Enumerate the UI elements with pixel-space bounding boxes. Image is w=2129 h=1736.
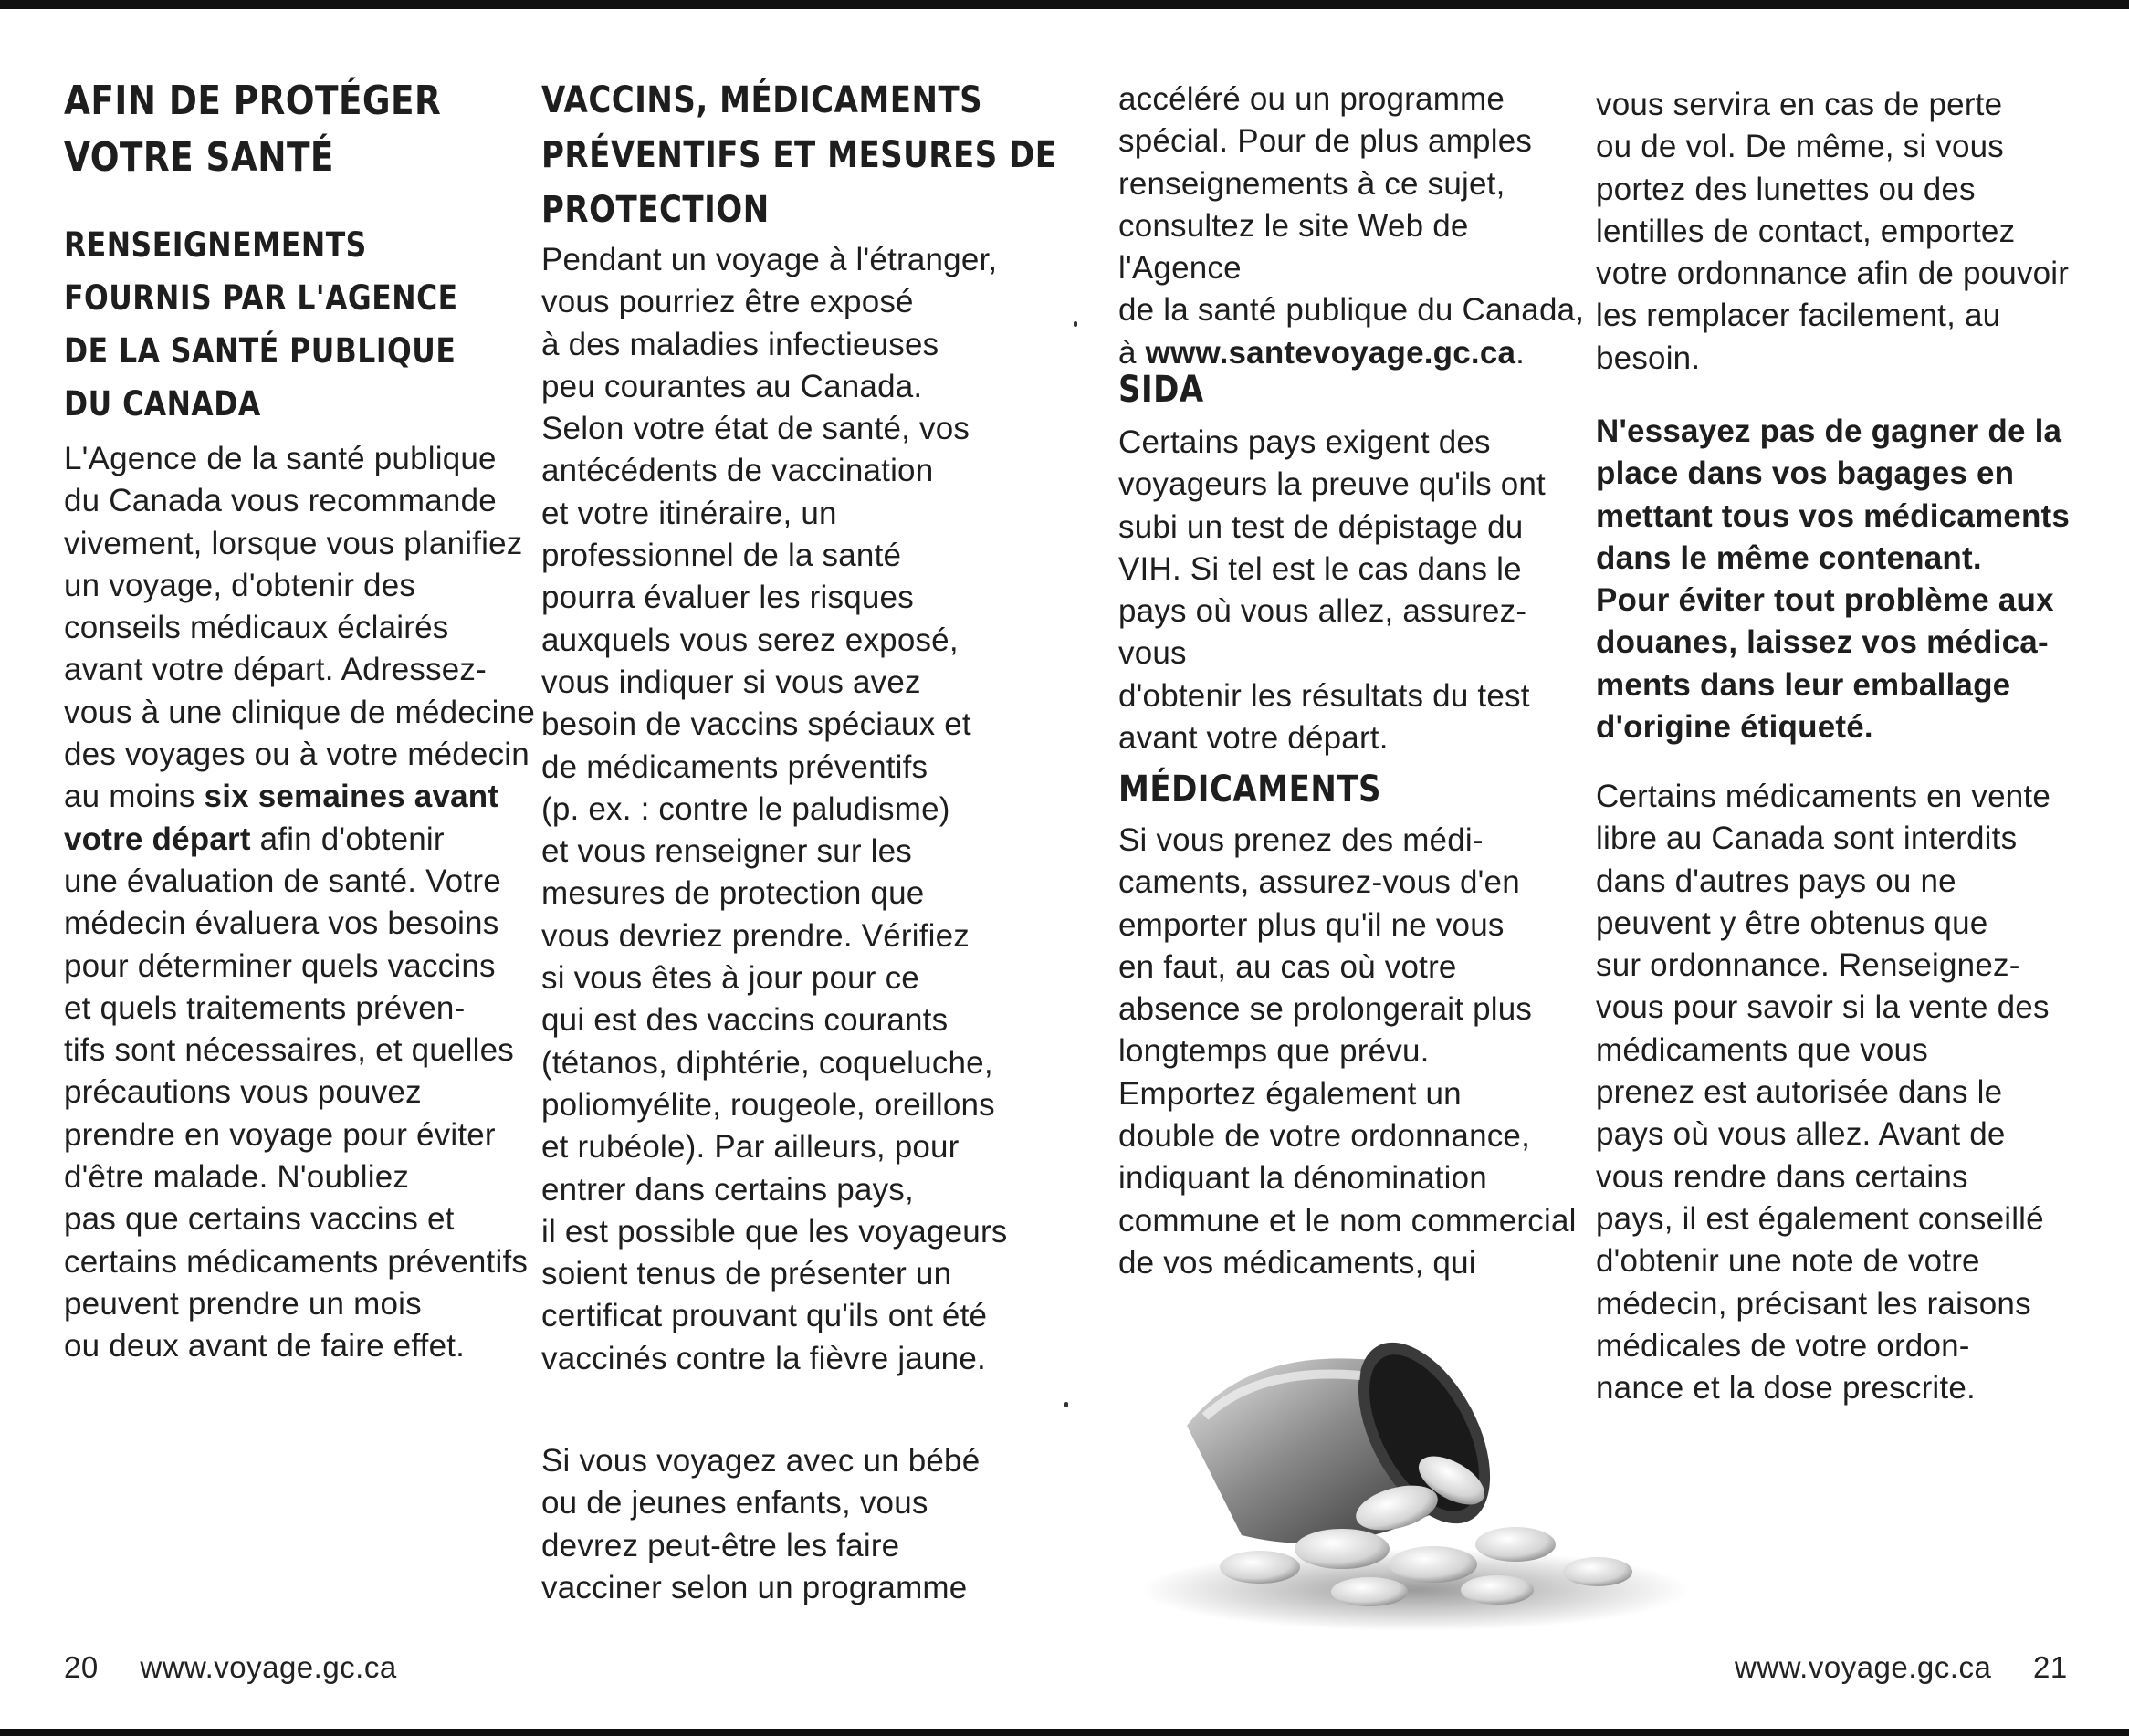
text-line: pas que certains vaccins et — [64, 1201, 455, 1238]
text-line: vaccinés contre la fièvre jaune. — [541, 1340, 986, 1376]
text-line: de médicaments préventifs — [541, 748, 928, 785]
text-line: Si vous prenez des médi- — [1118, 822, 1484, 858]
text-line — [64, 776, 539, 818]
text-line: poliomyélite, rougeole, oreillons — [541, 1086, 995, 1123]
body-paragraph-bebe — [541, 1440, 1034, 1609]
text-line: et quels traitements préven- — [64, 989, 466, 1026]
text-line: Pour éviter tout problème aux — [1596, 582, 2054, 619]
text-line: caments, assurez-vous d'en — [1118, 864, 1520, 901]
text-line: médecin évaluera vos besoins — [64, 905, 499, 942]
text-line: place dans vos bagages en — [1596, 455, 2015, 492]
text-line: un voyage, d'obtenir des — [64, 567, 416, 603]
subtitle-line: DE LA SANTÉ PUBLIQUE — [64, 331, 456, 371]
text-line: d'obtenir une note de votre — [1596, 1243, 1980, 1280]
text-line: renseignements à ce sujet, — [1118, 165, 1505, 202]
body-paragraph-vaccins — [541, 239, 1034, 1380]
text-line: pays où vous allez. Avant de — [1596, 1116, 2006, 1153]
text-line: douanes, laissez vos médica- — [1596, 624, 2049, 661]
text-line: des voyages ou à votre médecin — [64, 737, 530, 773]
text-line: pourra évaluer les risques — [541, 580, 914, 616]
text-line: qui est des vaccins courants — [541, 1002, 949, 1039]
text-line: L'Agence de la santé publique — [64, 441, 497, 476]
text-line: devrez peut-être les faire — [541, 1527, 900, 1563]
text-line: pays, il est également conseillé — [1596, 1200, 2044, 1237]
link-santevoyage[interactable]: www.santevoyage.gc.ca — [1145, 334, 1516, 371]
text-line: avant votre départ. Adressez- — [64, 652, 487, 688]
text-line: avant votre départ. — [1118, 720, 1389, 757]
body-paragraph-vente-libre — [1596, 776, 2089, 1409]
text-line: accéléré ou un programme — [1118, 81, 1505, 117]
page-number: 20 — [64, 1650, 99, 1684]
text-line — [64, 819, 539, 861]
text-line: une évaluation de santé. Votre — [64, 863, 501, 899]
text-line: libre au Canada sont interdits — [1596, 821, 2018, 857]
text-line: consultez le site Web de l'Agence — [1118, 207, 1469, 287]
text-line: il est possible que les voyageurs — [541, 1213, 1008, 1250]
text-line: médecin, précisant les raisons — [1596, 1285, 2031, 1322]
text-line: vous à une clinique de médecine — [64, 694, 535, 730]
text-line: et votre itinéraire, un — [541, 495, 837, 531]
text-line: entrer dans certains pays, — [541, 1171, 914, 1208]
text-line: vous devriez prendre. Vérifiez — [541, 917, 970, 954]
title-line: VOTRE SANTÉ — [64, 134, 334, 181]
text-line: mesures de protection que — [541, 875, 925, 912]
subtitle-line: FOURNIS PAR L'AGENCE — [64, 278, 458, 318]
title-line: VACCINS, MÉDICAMENTS — [541, 79, 983, 121]
text-line: peuvent y être obtenus que — [1596, 905, 1988, 941]
text-line: besoin. — [1596, 340, 1701, 376]
footer-right — [1735, 1650, 2068, 1685]
text-run: à — [1118, 334, 1146, 371]
text-line: subi un test de dépistage du — [1118, 508, 1524, 545]
emphasis-votre-depart: votre départ — [64, 821, 251, 857]
text-line: ou deux avant de faire effet. — [64, 1328, 466, 1365]
text-line: voyageurs la preuve qu'ils ont — [1118, 466, 1546, 503]
text-line: vous pour savoir si la vente des — [1596, 989, 2050, 1026]
text-line: précautions vous pouvez — [64, 1074, 422, 1111]
section-title-sida: SIDA — [1118, 369, 1204, 411]
subtitle-renseignements — [64, 219, 528, 431]
bottle — [1187, 1325, 1517, 1545]
text-line: portez des lunettes ou des — [1596, 171, 1976, 207]
text-line: prendre en voyage pour éviter — [64, 1116, 496, 1153]
text-line: médicaments que vous — [1596, 1031, 1928, 1068]
text-line: pour déterminer quels vaccins — [64, 947, 496, 984]
text-line: et rubéole). Par ailleurs, pour — [541, 1129, 960, 1166]
text-line: en faut, au cas où votre — [1118, 948, 1457, 985]
text-line: à des maladies infectieuses — [541, 326, 939, 362]
text-line: peuvent prendre un mois — [64, 1285, 422, 1322]
text-line: conseils médicaux éclairés — [64, 610, 449, 646]
body-paragraph-medicaments — [1118, 820, 1593, 1284]
text-line: si vous êtes à jour pour ce — [541, 960, 919, 997]
text-line: soient tenus de présenter un — [541, 1256, 952, 1292]
text-line: ou de vol. De même, si vous — [1596, 129, 2004, 165]
text-line: spécial. Pour de plus amples — [1118, 123, 1533, 160]
text-line: mettant tous vos médicaments — [1596, 497, 2071, 534]
footer-url[interactable]: www.voyage.gc.ca — [140, 1650, 397, 1684]
text-line: tifs sont nécessaires, et quelles — [64, 1032, 514, 1069]
text-line: vous indiquer si vous avez — [541, 664, 921, 700]
text-line: Emportez également un — [1118, 1075, 1462, 1112]
footer-left — [64, 1650, 397, 1685]
text-run: . — [1515, 334, 1526, 371]
subtitle-line: RENSEIGNEMENTS — [64, 225, 367, 265]
title-line: PRÉVENTIFS ET MESURES DE — [541, 134, 1057, 176]
text-line: emporter plus qu'il ne vous — [1118, 906, 1505, 943]
text-line: les remplacer facilement, au — [1596, 298, 2001, 334]
text-line: Certains médicaments en vente — [1596, 779, 2050, 814]
text-line: de vos médicaments, qui — [1118, 1244, 1476, 1281]
text-line: dans le même contenant. — [1596, 539, 1982, 576]
text-line: pays où vous allez, assurez-vous — [1118, 593, 1527, 672]
text-line: Selon votre état de santé, vos — [541, 411, 970, 447]
text-line: vous servira en cas de perte — [1596, 87, 2003, 122]
text-line: du Canada vous recommande — [64, 483, 497, 519]
text-line: d'obtenir les résultats du test — [1118, 677, 1530, 714]
text-line: besoin de vaccins spéciaux et — [541, 706, 971, 743]
text-line: certains médicaments préventifs — [64, 1243, 529, 1280]
scan-top-edge — [0, 0, 2129, 9]
text-line: double de votre ordonnance, — [1118, 1118, 1531, 1155]
text-line: ou de jeunes enfants, vous — [541, 1485, 928, 1522]
text-run: au moins — [64, 779, 205, 815]
scan-speck — [1074, 321, 1077, 327]
section-title-afin — [64, 73, 508, 186]
text-line: commune et le nom commercial — [1118, 1202, 1577, 1239]
text-line: certificat prouvant qu'ils ont été — [541, 1298, 988, 1334]
text-line: de la santé publique du Canada, — [1118, 292, 1585, 329]
text-line: lentilles de contact, emportez — [1596, 213, 2016, 249]
emphasis-six-semaines: six semaines avant — [204, 779, 499, 815]
text-line: sur ordonnance. Renseignez- — [1596, 947, 2020, 984]
text-line: antécédents de vaccination — [541, 453, 934, 489]
page-number: 21 — [2032, 1650, 2068, 1684]
scan-bottom-edge — [0, 1729, 2129, 1736]
text-line: votre ordonnance afin de pouvoir — [1596, 256, 2070, 292]
body-paragraph-agence — [64, 438, 539, 1368]
warning-paragraph-bagages — [1596, 411, 2089, 748]
section-title-vaccins — [541, 73, 1148, 237]
text-line: peu courantes au Canada. — [541, 368, 923, 404]
text-line: longtemps que prévu. — [1118, 1033, 1430, 1070]
text-line: professionnel de la santé — [541, 538, 902, 574]
text-line: auxquels vous serez exposé, — [541, 622, 959, 658]
text-line: N'essayez pas de gagner de la — [1596, 413, 2062, 449]
text-line: vous pourriez être exposé — [541, 284, 914, 320]
footer-url[interactable]: www.voyage.gc.ca — [1735, 1650, 1992, 1684]
text-line: Si vous voyagez avec un bébé — [541, 1443, 981, 1479]
text-line: indiquant la dénomination — [1118, 1160, 1487, 1197]
title-line: AFIN DE PROTÉGER — [64, 78, 442, 124]
text-line: et vous renseigner sur les — [541, 833, 912, 870]
text-line: (p. ex. : contre le paludisme) — [541, 790, 950, 827]
scan-speck — [1064, 1402, 1068, 1407]
text-line: vacciner selon un programme — [541, 1569, 968, 1605]
body-paragraph-lunettes — [1596, 84, 2089, 380]
body-paragraph-programme — [1118, 78, 1593, 374]
text-run: afin d'obtenir — [250, 821, 445, 857]
text-line: Pendant un voyage à l'étranger, — [541, 242, 998, 277]
section-title-medicaments: MÉDICAMENTS — [1118, 769, 1382, 810]
text-line: dans d'autres pays ou ne — [1596, 863, 1956, 899]
text-line: d'être malade. N'oubliez — [64, 1159, 410, 1196]
text-line: vivement, lorsque vous planifiez — [64, 525, 523, 561]
text-line: prenez est autorisée dans le — [1596, 1074, 2003, 1111]
text-line: nance et la dose prescrite. — [1596, 1370, 1976, 1407]
text-line: médicales de votre ordon- — [1596, 1327, 1970, 1364]
text-line: Certains pays exigent des — [1118, 424, 1491, 460]
body-paragraph-sida — [1118, 422, 1593, 759]
subtitle-line: DU CANADA — [64, 384, 261, 424]
text-line: ments dans leur emballage — [1596, 666, 2011, 703]
text-line: VIH. Si tel est le cas dans le — [1118, 550, 1522, 587]
title-line: PROTECTION — [541, 189, 770, 231]
text-line: absence se prolongerait plus — [1118, 991, 1533, 1028]
text-line: vous rendre dans certains — [1596, 1158, 1968, 1195]
text-line: d'origine étiqueté. — [1596, 709, 1873, 746]
text-line: (tétanos, diphtérie, coqueluche, — [541, 1044, 993, 1081]
